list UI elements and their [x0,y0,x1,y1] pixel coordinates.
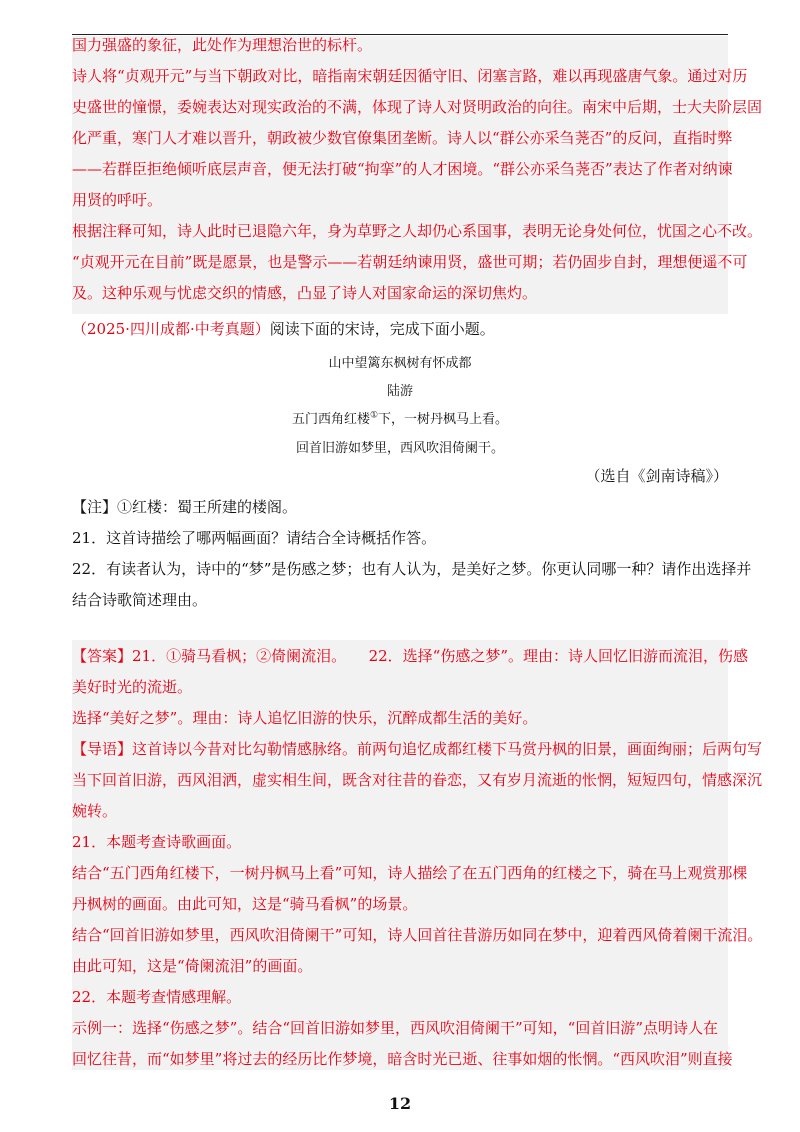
answer-line: 【答案】21．①骑马看枫；②倚阑流泪。 22．选择“伤感之梦”。理由：诗人回忆旧游而流泪，伤感 [72,647,749,665]
answer-line: 回忆往昔，而“如梦里”将过去的经历比作梦境，暗含时光已逝、往事如烟的怅惘。“西风吹泪”则直接 [72,1050,733,1068]
answer-line: 丹枫树的画面。由此可知，这是“骑马看枫”的场景。 [72,895,418,913]
question-line: 结合诗歌简述理由。 [72,591,208,609]
poem-line-1-b: 下，一树丹枫马上看。 [378,412,509,427]
answer-line: 选择“美好之梦”。理由：诗人追忆旧游的快乐，沉醉成都生活的美好。 [72,709,538,727]
analysis-line: 根据注释可知，诗人此时已退隐六年，身为草野之人却仍心系国事，表明无论身处何位，忧国之心不改。 [72,222,763,240]
answer-line: 结合“五门西角红楼下，一树丹枫马上看”可知，诗人描绘了在五门西角的红楼之下，骑在马上观赏那棵 [72,864,748,882]
answer-line: 结合“回首旧游如梦里，西风吹泪倚阑干”可知，诗人回首往昔游历如同在梦中，迎着西风倚着阑干流泪。 [72,926,763,944]
analysis-line: 化严重，寒门人才难以晋升，朝政被少数官僚集团垄断。诗人以“群公亦采刍荛否”的反问，直指时弊 [72,129,733,147]
answer-line: 婉转。 [72,802,118,820]
page-number: 12 [388,1094,412,1113]
poem-source: （选自《剑南诗稿》） [585,467,728,485]
answer-line: 22．本题考查情感理解。 [72,988,242,1006]
question-line: 21．这首诗描绘了哪两幅画面？请结合全诗概括作答。 [72,529,437,547]
note-line: 【注】①红楼：蜀王所建的楼阁。 [72,498,298,516]
answer-block [72,641,763,1075]
analysis-line: 用贤的呼吁。 [72,191,163,209]
answer-line: 当下回首旧游，西风泪洒，虚实相生间，既含对往昔的眷恋，又有岁月流逝的怅惘，短短四句，情感深沉 [72,771,763,789]
question-intro [72,314,732,345]
poem-line-1-a: 五门西角红楼 [291,412,370,427]
analysis-line: 诗人将“贞观开元”与当下朝政对比，暗指南宋朝廷因循守旧、闭塞言路，难以再现盛唐气象。通过对历 [72,67,748,85]
answer-line: 【导语】这首诗以今昔对比勾勒情感脉络。前两句追忆成都红楼下马赏丹枫的旧景，画面绚丽；后两句写 [72,740,763,758]
analysis-line: 国力强盛的象征，此处作为理想治世的标杆。 [72,36,373,54]
analysis-line: ——若群臣拒绝倾听底层声音，便无法打破“拘挛”的人才困境。“群公亦采刍荛否”表达了作者对纳谏 [72,160,733,178]
questions-block [72,492,752,616]
answer-line: 21．本题考查诗歌画面。 [72,833,242,851]
analysis-line: “贞观开元在目前”既是愿景，也是警示——若朝廷纳谏用贤，盛世可期；若仍固步自封，理想便遥不可 [72,253,748,271]
answer-line: 示例一：选择“伤感之梦”。结合“回首旧游如梦里，西风吹泪倚阑干”可知，“回首旧游”点明诗人在 [72,1019,719,1037]
top-analysis [72,30,763,309]
answer-line: 美好时光的流逝。 [72,678,193,696]
question-intro-text: 阅读下面的宋诗，完成下面小题。 [269,320,495,338]
poem-line-1 [0,408,800,427]
footnote-marker: ① [369,410,379,421]
analysis-line: 及。这种乐观与忧虑交织的情感，凸显了诗人对国家命运的深切焦灼。 [72,284,538,302]
poem-author: 陆游 [386,384,413,399]
question-source-tag: （2025·四川成都·中考真题） [72,320,270,338]
poem-title: 山中望篱东枫树有怀成都 [328,356,472,371]
question-line: 22．有读者认为，诗中的“梦”是伤感之梦；也有人认为，是美好之梦。你更认同哪一种？请作出选择并 [72,560,752,578]
analysis-line: 史盛世的憧憬，委婉表达对现实政治的不满，体现了诗人对贤明政治的向往。南宋中后期，士大夫阶层固 [72,98,763,116]
poem-line-2: 回首旧游如梦里，西风吹泪倚阑干。 [295,441,504,456]
answer-line: 由此可知，这是“倚阑流泪”的画面。 [72,957,313,975]
